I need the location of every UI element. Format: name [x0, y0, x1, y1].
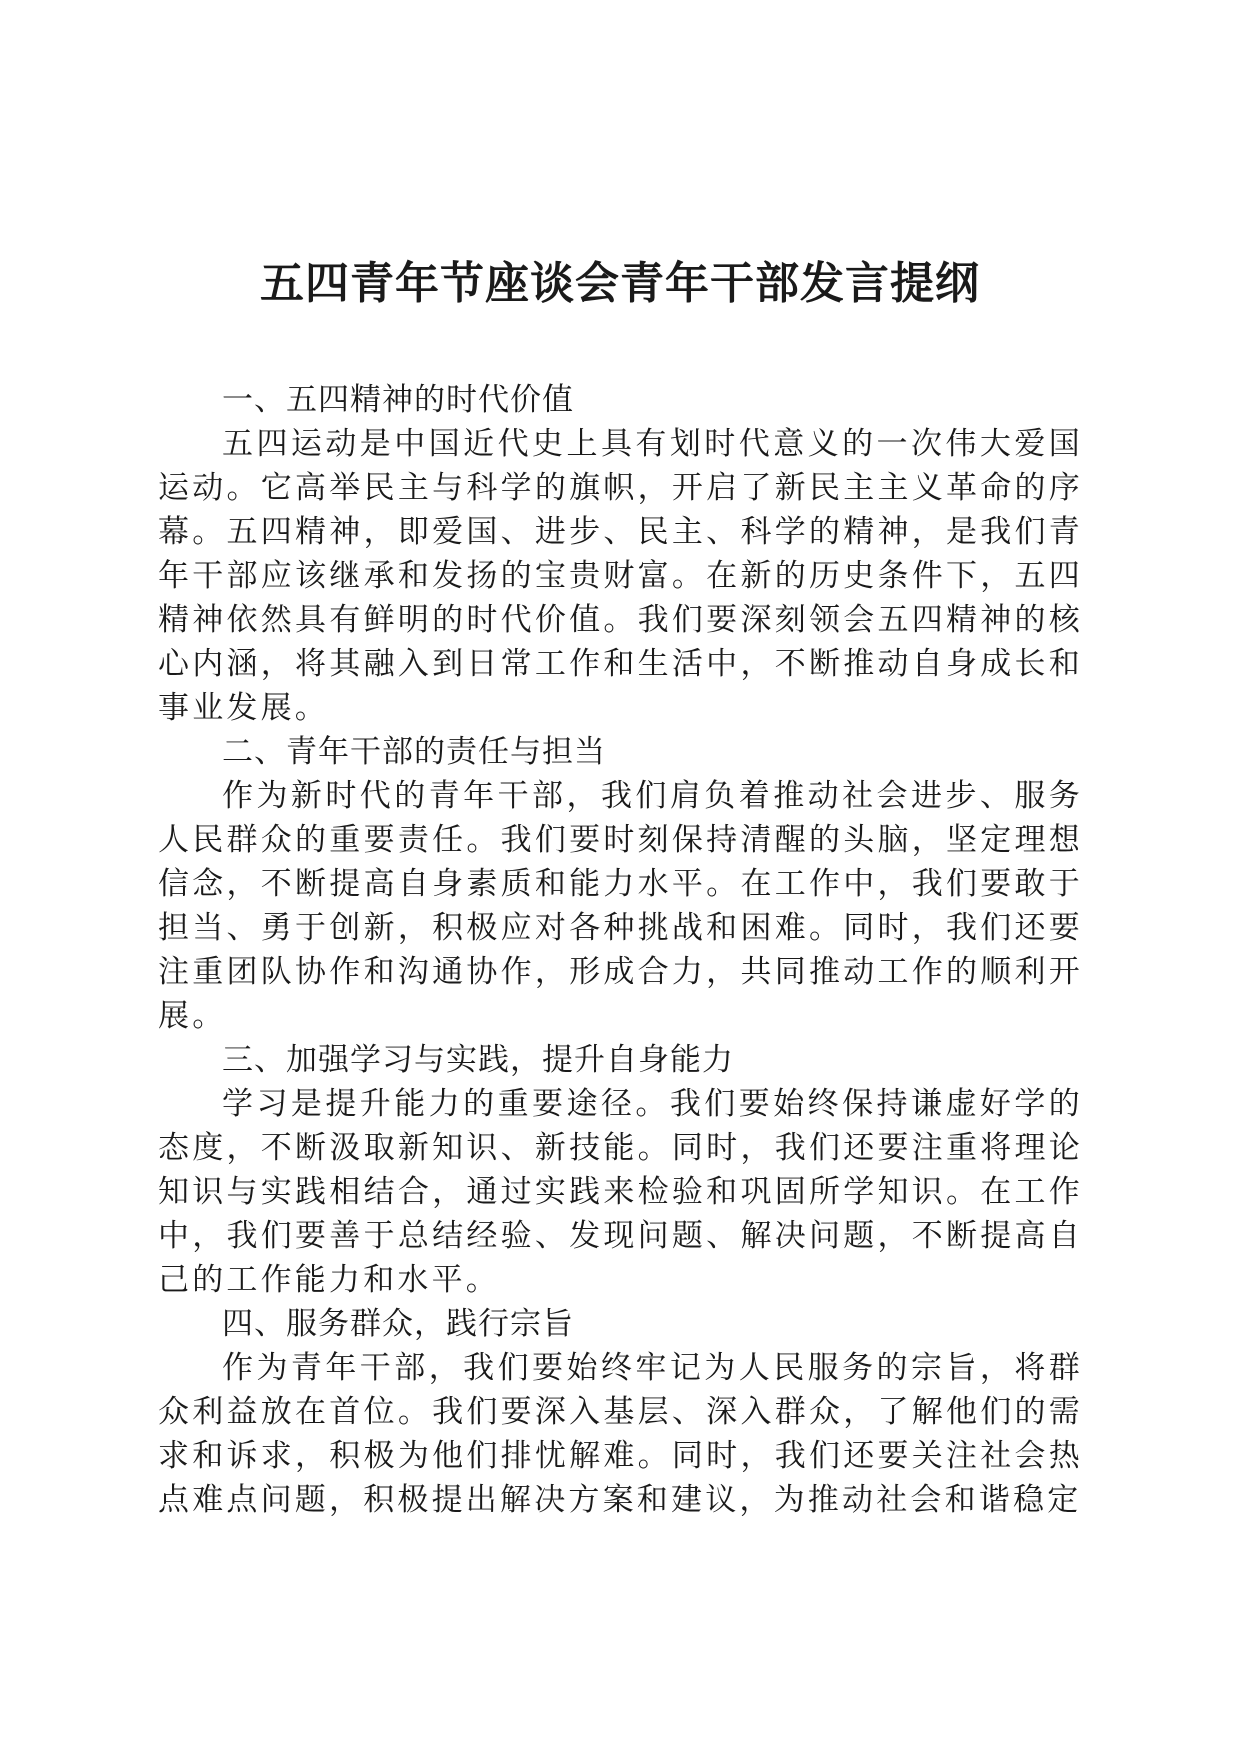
document-title: 五四青年节座谈会青年干部发言提纲 [260, 258, 980, 309]
section-paragraph-3: 学习是提升能力的重要途径。我们要始终保持谦虚好学的态度，不断汲取新知识、新技能。同时，我们还要注重将理论知识与实践相结合，通过实践来检验和巩固所学知识。在工作中，我们要善于总结经验、发现问题、解决问题，不断提高自己的工作能力和水平。 [158, 1086, 1083, 1298]
section-paragraph-2: 作为新时代的青年干部，我们肩负着推动社会进步、服务人民群众的重要责任。我们要时刻保持清醒的头脑，坚定理想信念，不断提高自身素质和能力水平。在工作中，我们要敢于担当、勇于创新，积极应对各种挑战和困难。同时，我们还要注重团队协作和沟通协作，形成合力，共同推动工作的顺利开展。 [158, 778, 1083, 1034]
section-heading-2: 二、青年干部的责任与担当 [222, 734, 606, 770]
section-heading-1: 一、五四精神的时代价值 [222, 382, 574, 418]
section-paragraph-1: 五四运动是中国近代史上具有划时代意义的一次伟大爱国运动。它高举民主与科学的旗帜，开启了新民主主义革命的序幕。五四精神，即爱国、进步、民主、科学的精神，是我们青年干部应该继承和发扬的宝贵财富。在新的历史条件下，五四精神依然具有鲜明的时代价值。我们要深刻领会五四精神的核心内涵，将其融入到日常工作和生活中，不断推动自身成长和事业发展。 [158, 426, 1083, 726]
section-heading-4: 四、服务群众，践行宗旨 [222, 1306, 574, 1342]
section-heading-3: 三、加强学习与实践，提升自身能力 [222, 1042, 734, 1078]
document-body [158, 378, 1083, 1522]
section-paragraph-4: 作为青年干部，我们要始终牢记为人民服务的宗旨，将群众利益放在首位。我们要深入基层、深入群众，了解他们的需求和诉求，积极为他们排忧解难。同时，我们还要关注社会热点难点问题，积极提出解决方案和建议，为推动社会和谐稳定 [158, 1350, 1083, 1518]
